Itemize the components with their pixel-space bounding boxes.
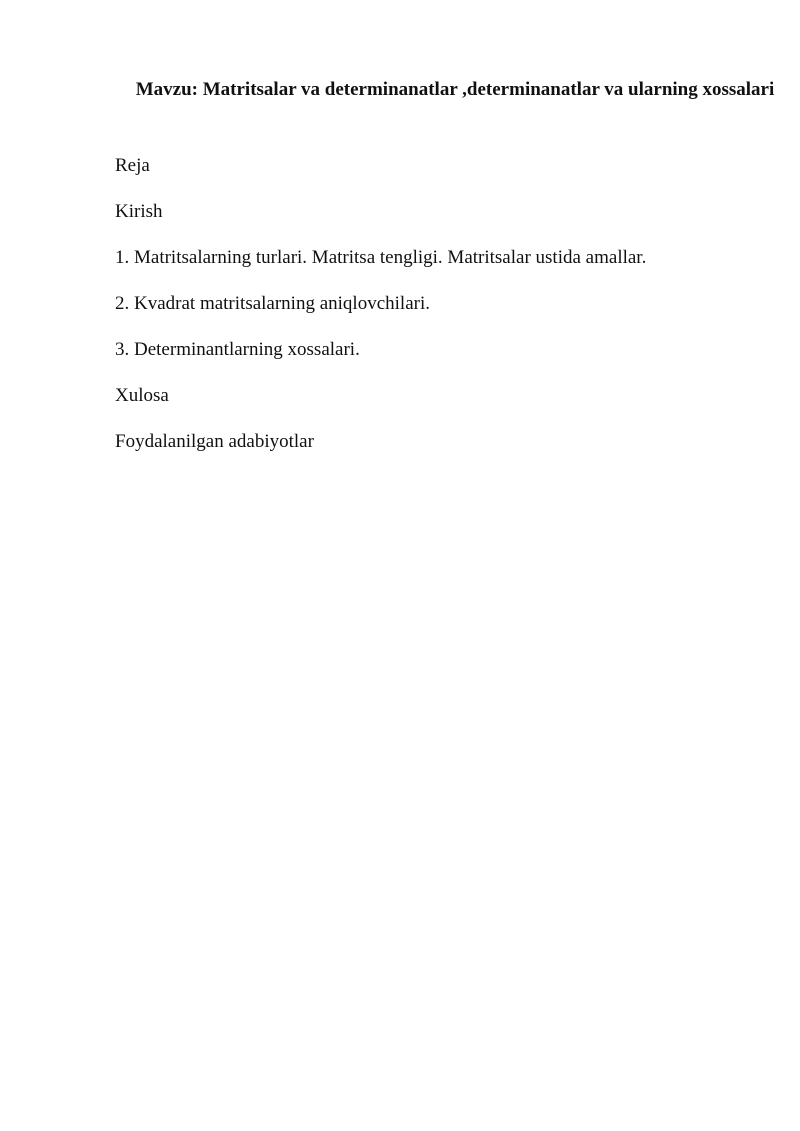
plan-heading: Reja (115, 155, 150, 176)
plan-item-references: Foydalanilgan adabiyotlar (115, 431, 314, 452)
plan-item-3: 3. Determinantlarning xossalari. (115, 339, 360, 360)
plan-item-conclusion: Xulosa (115, 385, 169, 406)
plan-item-introduction: Kirish (115, 201, 163, 222)
plan-item-2: 2. Kvadrat matritsalarning aniqlovchilari. (115, 293, 430, 314)
document-title: Mavzu: Matritsalar va determinanatlar ,determinanatlar va ularning xossalari (135, 79, 775, 100)
plan-item-1: 1. Matritsalarning turlari. Matritsa tengligi. Matritsalar ustida amallar. (115, 247, 647, 268)
